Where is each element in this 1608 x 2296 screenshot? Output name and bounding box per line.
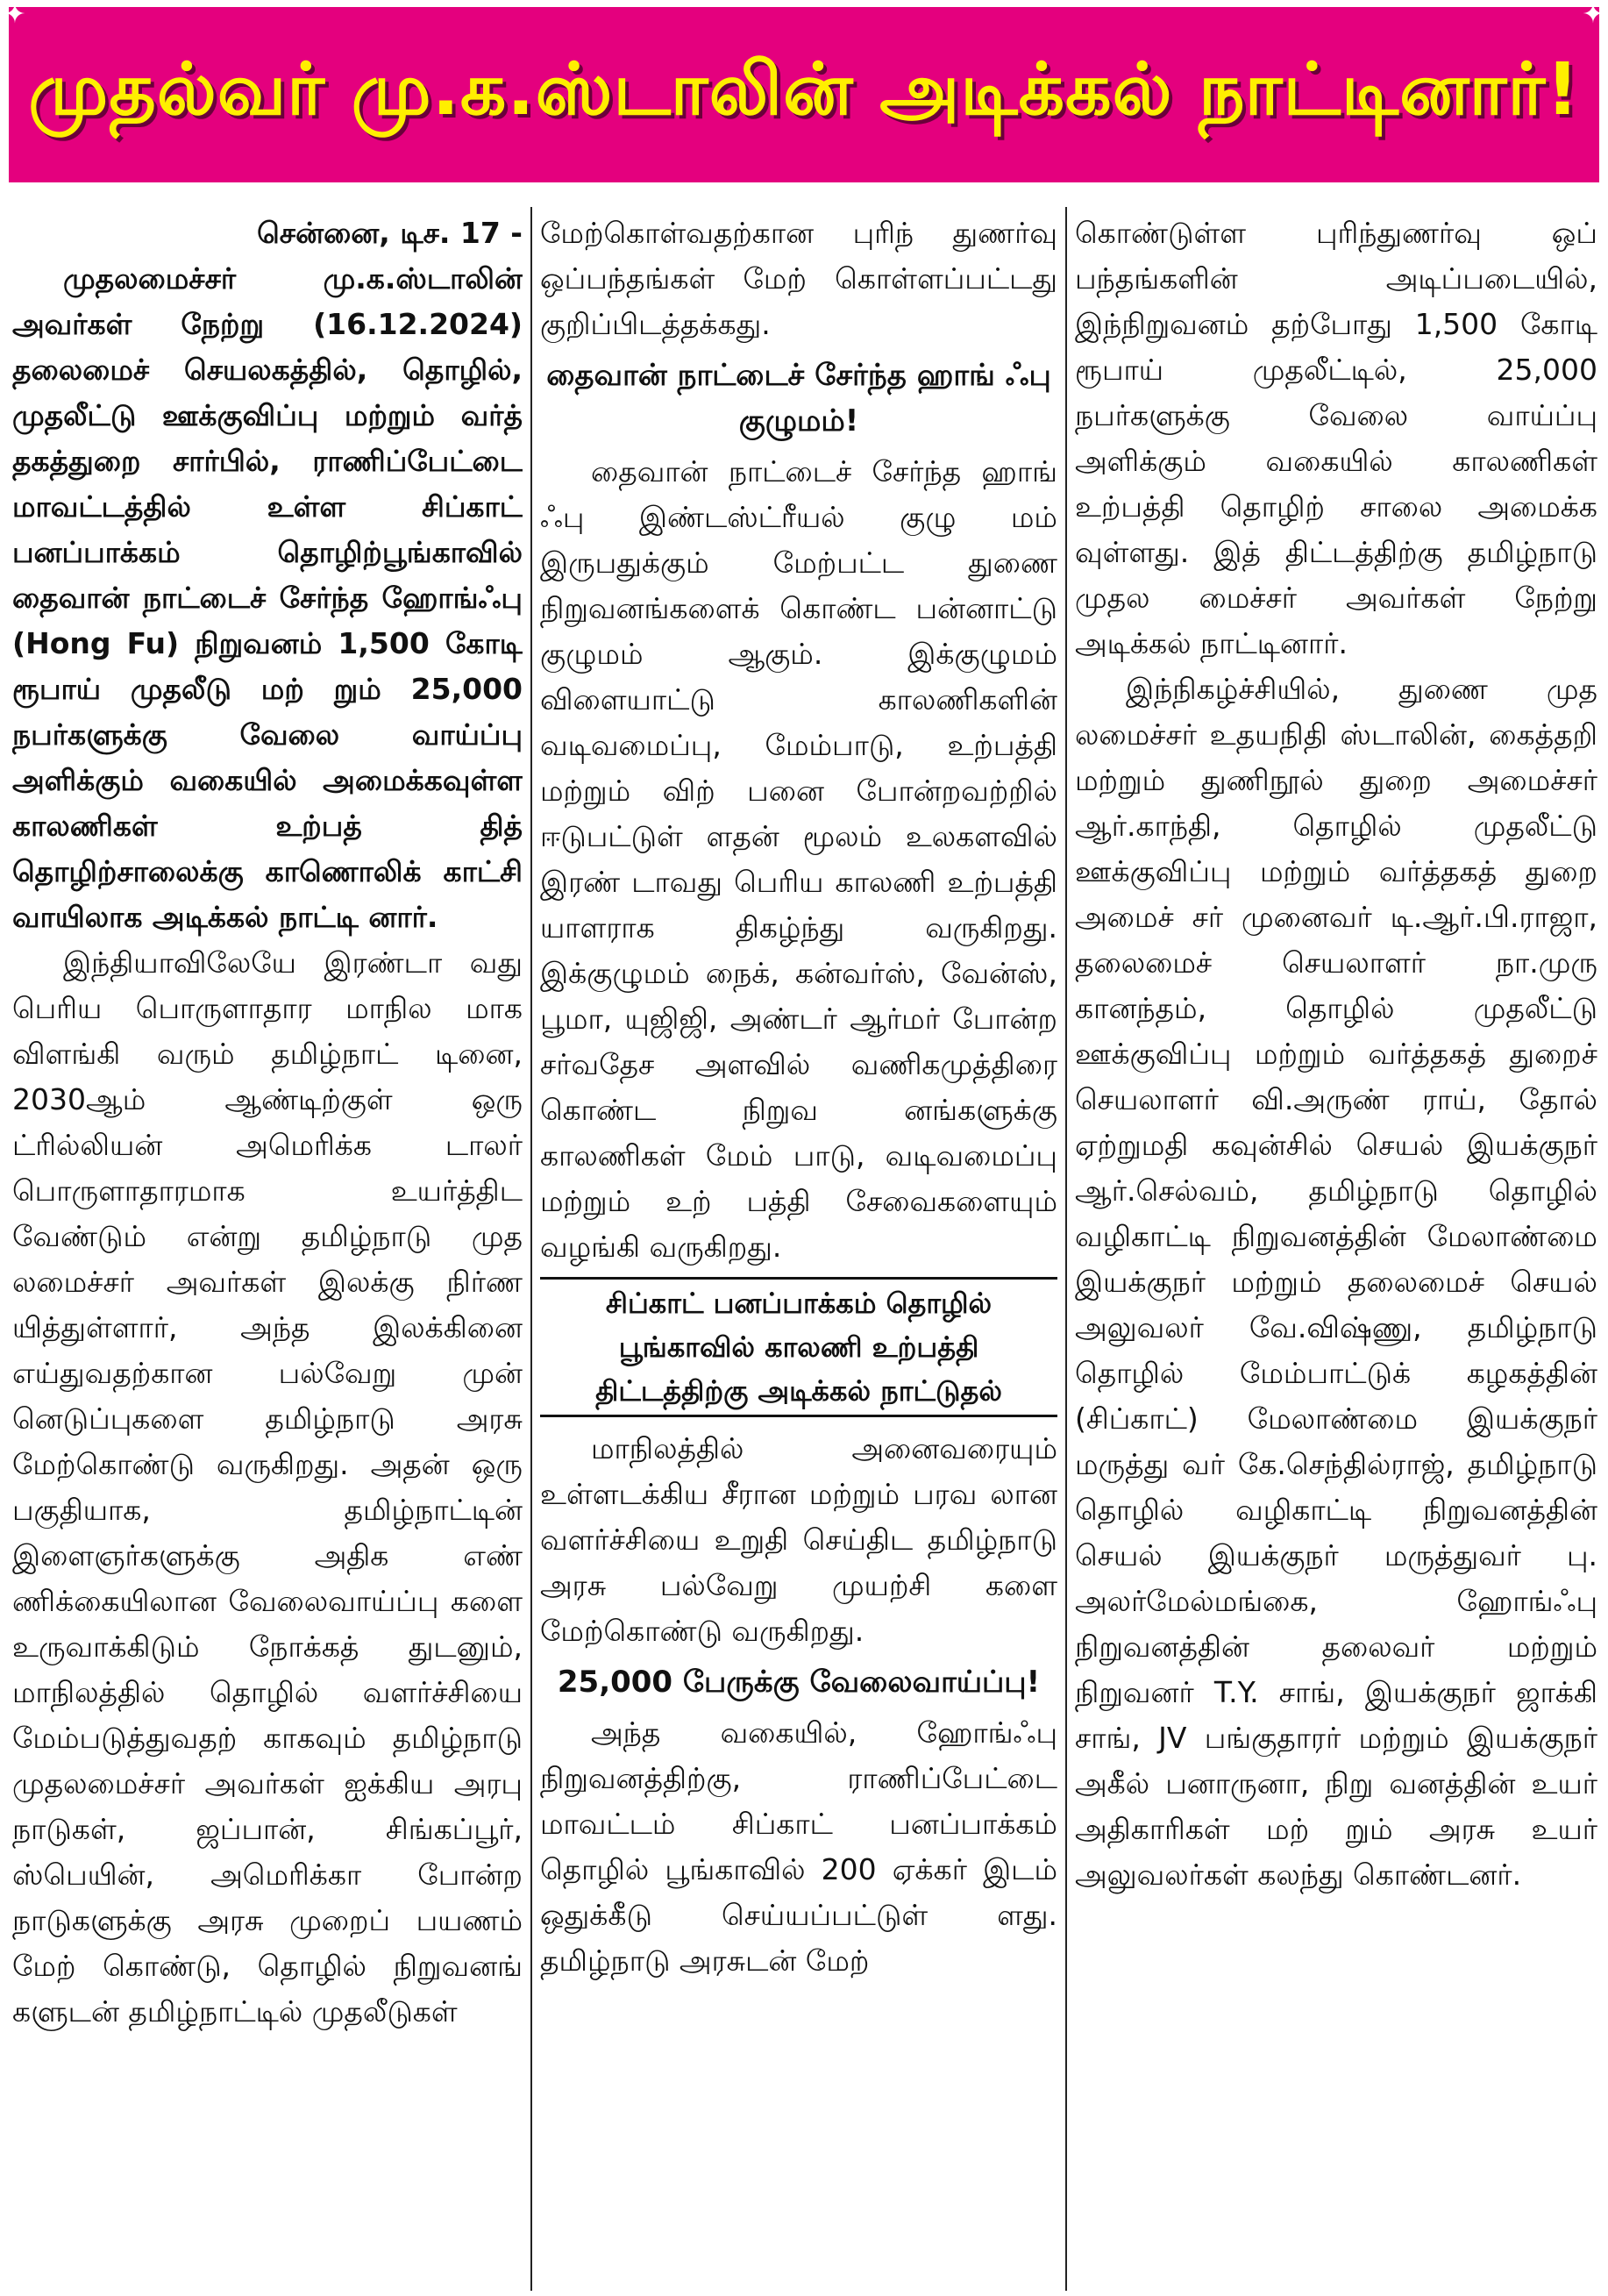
headline: முதல்வர் மு.க.ஸ்டாலின் அடிக்கல் நாட்டினார்! — [28, 48, 1580, 132]
body-paragraph: மேற்கொள்வதற்கான புரிந் துணர்வு ஒப்பந்தங்கள் மேற் கொள்ளப்பட்டது குறிப்பிடத்தக்கது. — [540, 216, 1057, 341]
body-paragraph: தைவான் நாட்டைச் சேர்ந்த ஹாங் ஃபு இண்டஸ்ட்ரீயல் குழு மம் இருபதுக்கும் மேற்பட்ட துணை நிறுவனங்களைக் கொண்ட பன்னாட்டு குழுமம் ஆகும். இக்குழுமம் விளையாட்டு காலணிகளின் வடிவமைப்பு, மேம்பாடு, உற்பத்தி மற்றும் விற் பனை போன்றவற்றில் ஈடுபட்டுள் ளதன் மூலம் உலகளவில் இரண் டாவது பெரிய காலணி உற்பத்தி யாளராக திகழ்ந்து வருகிறது. இக்குழுமம் நைக், கன்வர்ஸ், வேன்ஸ், பூமா, யுஜிஜி, அண்டர் ஆர்மர் போன்ற சர்வதேச அளவில் வணிகமுத்திரை கொண்ட நிறுவ னங்களுக்கு காலணிகள் மேம் பாடு, வடிவமைப்பு மற்றும் உற் பத்தி சேவைகளையும் வழங்கி வருகிறது. — [540, 454, 1057, 1264]
headline-banner — [9, 7, 1599, 182]
article-column-1 — [12, 210, 523, 2289]
subheading: தைவான் நாட்டைச் சேர்ந்த ஹாங் ஃபு குழுமம்! — [546, 358, 1051, 439]
subheading: 25,000 பேருக்கு வேலைவாய்ப்பு! — [557, 1665, 1041, 1700]
dateline: சென்னை, டிச. 17 - — [257, 216, 523, 250]
column-divider — [1065, 207, 1067, 2291]
star-icon: ✦ — [4, 0, 26, 30]
body-paragraph: கொண்டுள்ள புரிந்துணர்வு ஒப் பந்தங்களின் அடிப்படையில், இந்நிறுவனம் தற்போது 1,500 கோடி ரூபாய் முதலீட்டில், 25,000 நபர்களுக்கு வேலை வாய்ப்பு அளிக்கும் வகையில் காலணிகள் உற்பத்தி தொழிற் சாலை அமைக்க வுள்ளது. இத் திட்டத்திற்கு தமிழ்நாடு முதல மைச்சர் அவர்கள் நேற்று அடிக்கல் நாட்டினார். — [1075, 216, 1597, 660]
article-column-2 — [540, 210, 1057, 2289]
body-paragraph: மாநிலத்தில் அனைவரையும் உள்ளடக்கிய சீரான மற்றும் பரவ லான வளர்ச்சியை உறுதி செய்திட தமிழ்நாடு அரசு பல்வேறு முயற்சி களை மேற்கொண்டு வருகிறது. — [540, 1431, 1057, 1648]
subheading-boxed: சிப்காட் பனப்பாக்கம் தொழில் பூங்காவில் காலணி உற்பத்தி திட்டத்திற்கு அடிக்கல் நாட்டுதல் — [540, 1277, 1057, 1417]
body-paragraph: அந்த வகையில், ஹோங்ஃபு நிறுவனத்திற்கு, ராணிப்பேட்டை மாவட்டம் சிப்காட் பனப்பாக்கம் தொழில் பூங்காவில் 200 ஏக்கர் இடம் ஒதுக்கீடு செய்யப்பட்டுள் ளது. தமிழ்நாடு அரசுடன் மேற் — [540, 1715, 1057, 1978]
star-icon: ✦ — [1582, 0, 1604, 30]
column-divider — [530, 207, 532, 2291]
body-paragraph: இந்தியாவிலேயே இரண்டா வது பெரிய பொருளாதார மாநில மாக விளங்கி வரும் தமிழ்நாட் டினை, 2030ஆம் ஆண்டிற்குள் ஒரு ட்ரில்லியன் அமெரிக்க டாலர் பொருளாதாரமாக உயர்த்திட வேண்டும் என்று தமிழ்நாடு முத லமைச்சர் அவர்கள் இலக்கு நிர்ண யித்துள்ளார், அந்த இலக்கினை எய்துவதற்கான பல்வேறு முன் னெடுப்புகளை தமிழ்நாடு அரசு மேற்கொண்டு வருகிறது. அதன் ஒரு பகுதியாக, தமிழ்நாட்டின் இளைஞர்களுக்கு அதிக எண் ணிக்கையிலான வேலைவாய்ப்பு களை உருவாக்கிடும் நோக்கத் துடனும், மாநிலத்தில் தொழில் வளர்ச்சியை மேம்படுத்துவதற் காகவும் தமிழ்நாடு முதலமைச்சர் அவர்கள் ஐக்கிய அரபு நாடுகள், ஜப்பான், சிங்கப்பூர், ஸ்பெயின், அமெரிக்கா போன்ற நாடுகளுக்கு அரசு முறைப் பயணம் மேற் கொண்டு, தொழில் நிறுவனங் களுடன் தமிழ்நாட்டில் முதலீடுகள் — [12, 945, 523, 2029]
lead-paragraph: முதலமைச்சர் மு.க.ஸ்டாலின் அவர்கள் நேற்று (16.12.2024) தலைமைச் செயலகத்தில், தொழில், முதலீட்டு ஊக்குவிப்பு மற்றும் வர்த் தகத்துறை சார்பில், ராணிப்பேட்டை மாவட்டத்தில் உள்ள சிப்காட் பனப்பாக்கம் தொழிற்பூங்காவில் தைவான் நாட்டைச் சேர்ந்த ஹோங்ஃபு (Hong Fu) நிறுவனம் 1,500 கோடி ரூபாய் முதலீடு மற் றும் 25,000 நபர்களுக்கு வேலை வாய்ப்பு அளிக்கும் வகையில் அமைக்கவுள்ள காலணிகள் உற்பத் தித் தொழிற்சாலைக்கு காணொலிக் காட்சி வாயிலாக அடிக்கல் நாட்டி னார். — [12, 261, 523, 934]
body-paragraph: இந்நிகழ்ச்சியில், துணை முத லமைச்சர் உதயநிதி ஸ்டாலின், கைத்தறி மற்றும் துணிநூல் துறை அமைச்சர் ஆர்.காந்தி, தொழில் முதலீட்டு ஊக்குவிப்பு மற்றும் வர்த்தகத் துறை அமைச் சர் முனைவர் டி.ஆர்.பி.ராஜா, தலைமைச் செயலாளர் நா.முரு கானந்தம், தொழில் முதலீட்டு ஊக்குவிப்பு மற்றும் வர்த்தகத் துறைச் செயலாளர் வி.அருண் ராய், தோல் ஏற்றுமதி கவுன்சில் செயல் இயக்குநர் ஆர்.செல்வம், தமிழ்நாடு தொழில் வழிகாட்டி நிறுவனத்தின் மேலாண்மை இயக்குநர் மற்றும் தலைமைச் செயல் அலுவலர் வே.விஷ்ணு, தமிழ்நாடு தொழில் மேம்பாட்டுக் கழகத்தின் (சிப்காட்) மேலாண்மை இயக்குநர் மருத்து வர் கே.செந்தில்ராஜ், தமிழ்நாடு தொழில் வழிகாட்டி நிறுவனத்தின் செயல் இயக்குநர் மருத்துவர் பு. அலர்மேல்மங்கை, ஹோங்ஃபு நிறுவனத்தின் தலைவர் மற்றும் நிறுவனர் T.Y. சாங், இயக்குநர் ஜாக்கி சாங், JV பங்குதாரர் மற்றும் இயக்குநர் அகீல் பனாருனா, நிறு வனத்தின் உயர் அதிகாரிகள் மற் றும் அரசு உயர் அலுவலர்கள் கலந்து கொண்டனர். — [1075, 672, 1597, 1892]
article-column-3 — [1075, 210, 1597, 2289]
